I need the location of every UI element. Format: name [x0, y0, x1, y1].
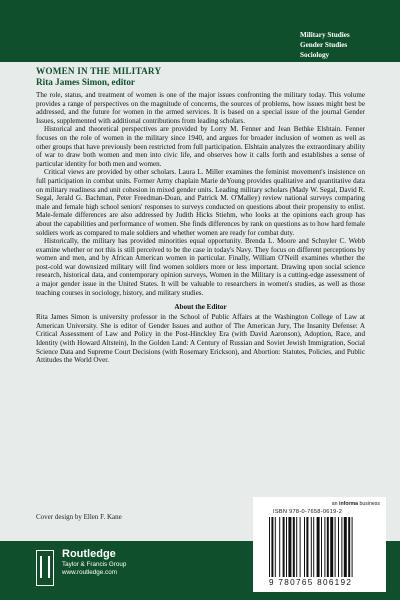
cover-credit: Cover design by Ellen F. Kane — [36, 513, 122, 521]
book-title: WOMEN IN THE MILITARY — [36, 66, 162, 76]
routledge-logo-icon — [36, 550, 54, 586]
brand-prefix: an — [331, 501, 338, 507]
description-paragraph-3: Critical views are provided by other scholars. Laura L. Miller examines the feminist movement's insistence on full participation in combat units. Former Army chaplain Marie deYoung provides qualitative and quantitative data on military readiness and unit cohesion in mixed gender units. Leading military scholars (Mady W. Segal, David R. Segal, Jerald G. Bachman, Peter Freedman-Doan, and Patrick M. O'Malley) review national surveys comparing male and female high school seniors' responses to surveys conducted on questions about their propensity to enlist. Male-female differences are also addressed by Judith Hicks Stiehm, who looks at the opinions each group has about the capabilities and performance of women. She finds differences by rank on questions as to how hard female soldiers work as compared to male soldiers and whether women are ready for combat duty. — [36, 168, 365, 237]
isbn-text: ISBN 978-0-7658-0619-2 — [273, 509, 343, 515]
description-paragraph-2: Historical and theoretical perspectives are provided by Lorry M. Fenner and Jean Bethke Elshtain. Fenner focuses on the role of women in the military since 1940, and argues for broader inclusion of women as well as other groups that have previously been restricted from full participation. Elshtain analyzes the extraordinary ability of war to draw both women and men into civic life, and observes how it calls forth and establishes a sense of particular identity for both men and women. — [36, 125, 365, 168]
publisher-url: www.routledge.com — [62, 569, 117, 576]
publisher-name: Routledge — [62, 548, 116, 560]
barcode-box — [253, 497, 386, 592]
description — [36, 91, 365, 297]
publisher-group: Taylor & Francis Group — [62, 561, 127, 568]
text-panel — [0, 62, 400, 541]
brand-name: informa — [339, 501, 359, 507]
about-editor — [36, 313, 365, 365]
barcode-icon — [269, 517, 379, 577]
text-panel-inner — [36, 66, 365, 365]
about-editor-heading: About the Editor — [174, 303, 227, 312]
subject-gender: Gender Studies — [300, 41, 348, 49]
description-paragraph-1: The role, status, and treatment of women is one of the major issues confronting the military today. This volume provides a range of perspectives on the magnitude of concerns, the sources of problems, how issues might best be addressed, and the future for women in the armed services. It is based on a special issue of the journal Gender Issues, supplemented with additional contributions from leading scholars. — [36, 91, 365, 125]
subject-list — [300, 30, 390, 60]
brand-suffix: business — [359, 501, 380, 507]
barcode-number: 9 780765 806192 — [269, 578, 353, 587]
subject-military: Military Studies — [300, 31, 350, 39]
description-paragraph-4: Historically, the military has provided minorities equal opportunity. Brenda L. Moore and Schuyler C. Webb examine whether or not this is still perceived to be the case in today's Navy. They focus on different perceptions by women and men, and by African American women in particular. Finally, William O'Neill examines whether the post-cold war downsized military will find women soldiers more or less important. Drawing upon social science research, historical data, and contemporary opinion surveys, Women in the Military is a cutting-edge assessment of a major gender issue in the United States. It will be valuable to researchers in women's studies, as well as those teaching courses in sociology, history, and military studies. — [36, 237, 365, 297]
editor-line: Rita James Simon, editor — [36, 77, 136, 87]
informa-brand — [332, 501, 380, 507]
about-editor-text: Rita James Simon is university professor in the School of Public Affairs at the Washington College of Law at American University. She is editor of Gender Issues and author of The American Jury, The Insanity Defense: A Critical Assessment of Law and Policy in the Post-Hinckley Era (with David Aaronson), Adoption, Race, and Identity (with Howard Altstein), In the Golden Land: A Century of Russian and Soviet Jewish Immigration, Social Science Data and Supreme Court Decisions (with Rosemary Erickson), and Abortion: Statutes, Policies, and Public Attitudes the World Over. — [36, 313, 365, 365]
subject-sociology: Sociology — [300, 51, 330, 59]
